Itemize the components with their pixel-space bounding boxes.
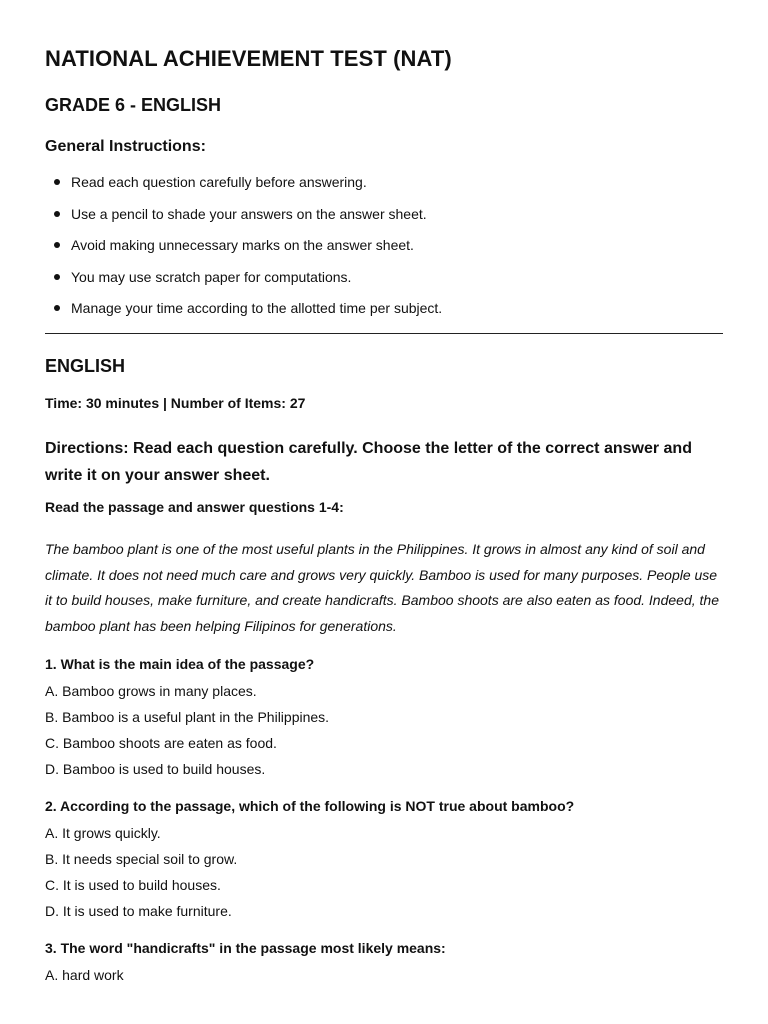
question-text: 3. The word "handicrafts" in the passage most likely means: bbox=[45, 940, 446, 956]
bullet-icon bbox=[54, 242, 60, 248]
bullet-icon bbox=[54, 179, 60, 185]
question-2 bbox=[45, 795, 725, 926]
directions: Directions: Read each question carefully. Choose the letter of the correct answer and write it on your answer sheet. bbox=[45, 440, 692, 484]
bullet-icon bbox=[54, 305, 60, 311]
question-text: 2. According to the passage, which of the following is NOT true about bamboo? bbox=[45, 798, 575, 814]
grade-heading: GRADE 6 - ENGLISH bbox=[45, 95, 222, 115]
instruction-item bbox=[54, 298, 442, 330]
instructions-heading: General Instructions: bbox=[45, 138, 206, 155]
page-title: NATIONAL ACHIEVEMENT TEST (NAT) bbox=[45, 46, 452, 71]
answer-option: C. It is used to build houses. bbox=[45, 877, 221, 893]
answer-option: D. It is used to make furniture. bbox=[45, 903, 232, 919]
instruction-item bbox=[54, 267, 442, 299]
question-3 bbox=[45, 937, 725, 990]
question-text: 1. What is the main idea of the passage? bbox=[45, 656, 315, 672]
bullet-icon bbox=[54, 274, 60, 280]
answer-option: C. Bamboo shoots are eaten as food. bbox=[45, 735, 277, 751]
answer-option: B. Bamboo is a useful plant in the Philippines. bbox=[45, 709, 330, 725]
answer-option: A. Bamboo grows in many places. bbox=[45, 683, 257, 699]
instruction-text: Avoid making unnecessary marks on the answer sheet. bbox=[71, 237, 414, 253]
reading-passage: The bamboo plant is one of the most useful plants in the Philippines. It grows in almost any kind of soil and climate. It does not need much care and grows very quickly. Bamboo is used for many purposes. People use it to build houses, make furniture, and create handicrafts. Bamboo shoots are also eaten as food. Indeed, the bamboo plant has been helping Filipinos for generations. bbox=[45, 541, 719, 635]
passage-intro: Read the passage and answer questions 1-4: bbox=[45, 499, 344, 515]
bullet-icon bbox=[54, 211, 60, 217]
instruction-text: Read each question carefully before answering. bbox=[71, 174, 367, 190]
section-divider bbox=[45, 333, 723, 334]
instruction-text: Use a pencil to shade your answers on the answer sheet. bbox=[71, 205, 427, 222]
section-title: ENGLISH bbox=[45, 356, 126, 376]
question-1 bbox=[45, 653, 725, 784]
answer-option: A. It grows quickly. bbox=[45, 825, 161, 841]
instruction-item bbox=[54, 172, 442, 204]
instruction-text: You may use scratch paper for computations. bbox=[71, 268, 352, 285]
answer-option: D. Bamboo is used to build houses. bbox=[45, 761, 266, 777]
instruction-item bbox=[54, 204, 442, 236]
answer-option: B. It needs special soil to grow. bbox=[45, 851, 238, 867]
instructions-list bbox=[54, 172, 442, 330]
time-info: Time: 30 minutes | Number of Items: 27 bbox=[45, 395, 306, 411]
answer-option: A. hard work bbox=[45, 967, 124, 983]
instruction-item bbox=[54, 235, 442, 267]
instruction-text: Manage your time according to the allotted time per subject. bbox=[71, 300, 443, 316]
